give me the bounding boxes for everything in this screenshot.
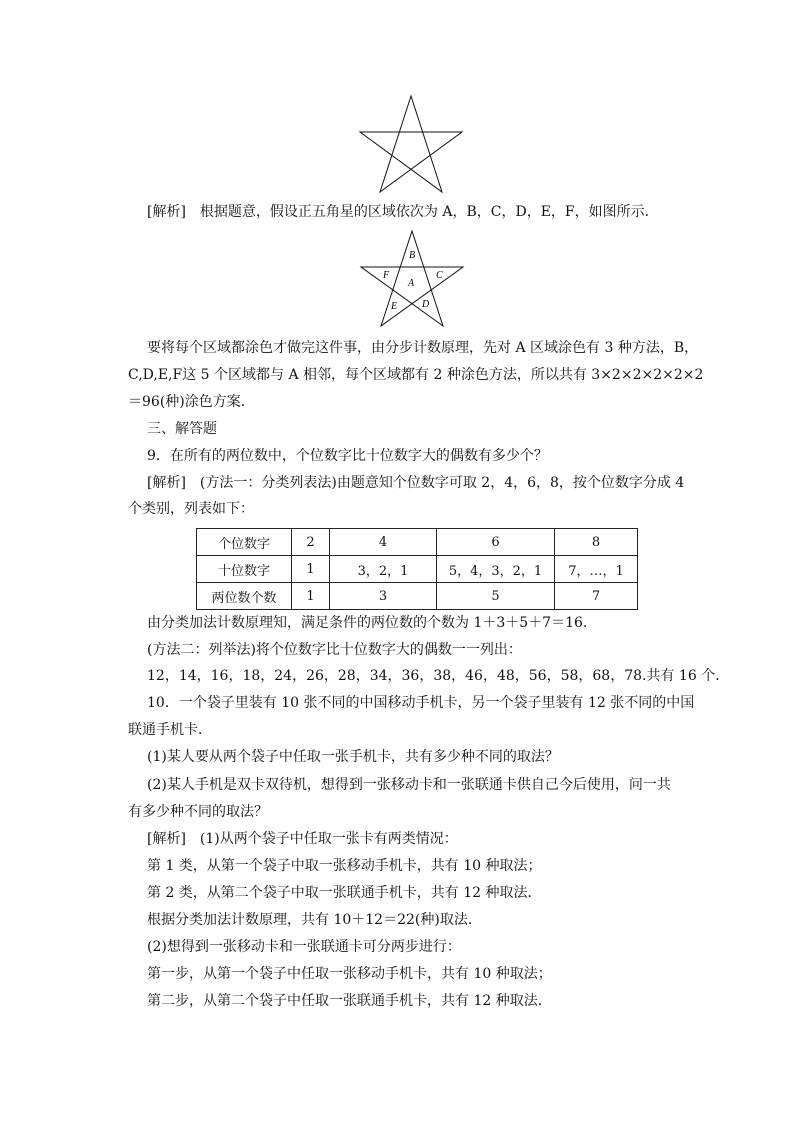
solution-line-3: C,D,E,F这 5 个区域都与 A 相邻，每个区域都有 2 种涂色方法，所以共有 3×2×2×2×2×2 (128, 367, 704, 383)
q9-method-two: (方法二：列举法)将个位数字比十位数字大的偶数一一列出： (147, 642, 522, 658)
table-cell: 4 (330, 529, 437, 556)
pentagram-labeled-figure (359, 230, 465, 328)
solution-line-2: 要将每个区域都涂色才做完这件事，由分步计数原理，先对 A 区域涂色有 3 种方法，B， (147, 340, 699, 356)
q10-solution-line-3: 第 2 类，从第二个袋子中取一张联通手机卡，共有 12 种取法． (147, 885, 542, 901)
question-10-line-1: 10．一个袋子里装有 10 张不同的中国移动手机卡，另一个袋子里装有 12 张不同的中国 (147, 695, 695, 711)
q10-part-2-line-2: 有多少种不同的取法？ (128, 804, 268, 820)
table-cell: 7 (555, 583, 638, 610)
table-cell: 3，2，1 (330, 556, 437, 583)
q9-solution-line-2: 个类别，列表如下： (128, 501, 254, 517)
q9-conclusion: 由分类加法计数原理知，满足条件的两位数的个数为 1＋3＋5＋7＝16. (147, 615, 588, 631)
table-cell: 十位数字 (197, 556, 292, 583)
table-cell: 5 (437, 583, 555, 610)
q10-solution-line-4: 根据分类加法计数原理，共有 10＋12＝22(种)取法． (147, 912, 482, 928)
table-row (197, 583, 638, 610)
table-cell: 6 (437, 529, 555, 556)
table-cell: 7，…，1 (555, 556, 638, 583)
table-row (197, 529, 638, 556)
table-cell: 3 (330, 583, 437, 610)
question-10-line-2: 联通手机卡． (128, 722, 212, 738)
pentagram-outline (360, 96, 462, 192)
table-cell: 个位数字 (197, 529, 292, 556)
region-label-e: E (391, 301, 398, 312)
q10-solution-line-6: 第一步，从第一个袋子中任取一张移动手机卡，共有 10 种取法； (147, 966, 552, 982)
solution-line-4: ＝96(种)涂色方案． (128, 394, 255, 410)
q10-solution-line-5: (2)想得到一张移动卡和一张联通卡可分两步进行： (147, 939, 461, 955)
table-cell: 1 (292, 583, 330, 610)
digit-classification-table (196, 528, 638, 610)
table-cell: 8 (555, 529, 638, 556)
solution-intro-line: [解析] 根据题意，假设正五角星的区域依次为 A，B，C，D，E，F，如图所示． (147, 204, 659, 220)
table-cell: 1 (292, 556, 330, 583)
region-label-d: D (422, 299, 430, 310)
q10-part-1: (1)某人要从两个袋子中任取一张手机卡，共有多少种不同的取法？ (147, 749, 559, 765)
table-cell: 两位数个数 (197, 583, 292, 610)
region-label-c: C (436, 270, 443, 281)
question-9: 9．在所有的两位数中，个位数字比十位数字大的偶数有多少个？ (147, 448, 548, 464)
section-heading: 三、解答题 (147, 421, 217, 437)
q9-solution-line-1: [解析] (方法一：分类列表法)由题意知个位数字可取 2，4，6，8，按个位数字分成 4 (147, 475, 685, 491)
region-label-f: F (383, 270, 390, 281)
table-cell: 5，4，3，2，1 (437, 556, 555, 583)
q10-solution-line-2: 第 1 类，从第一个袋子中取一张移动手机卡，共有 10 种取法； (147, 858, 542, 874)
table-row (197, 556, 638, 583)
pentagram-star-figure (358, 95, 464, 195)
q10-solution-line-1: [解析] (1)从两个袋子中任取一张卡有两类情况： (147, 831, 458, 847)
q9-enumeration: 12，14，16，18，24，26，28，34，36，38，46，48，56，58，68，78.共有 16 个． (147, 668, 730, 684)
region-label-b: B (409, 250, 416, 261)
q10-part-2-line-1: (2)某人手机是双卡双待机，想得到一张移动卡和一张联通卡供自己今后使用，问一共 (147, 777, 671, 793)
region-label-a: A (408, 278, 415, 289)
q10-solution-line-7: 第二步，从第二个袋子中任取一张联通手机卡，共有 12 种取法． (147, 993, 552, 1009)
table-cell: 2 (292, 529, 330, 556)
